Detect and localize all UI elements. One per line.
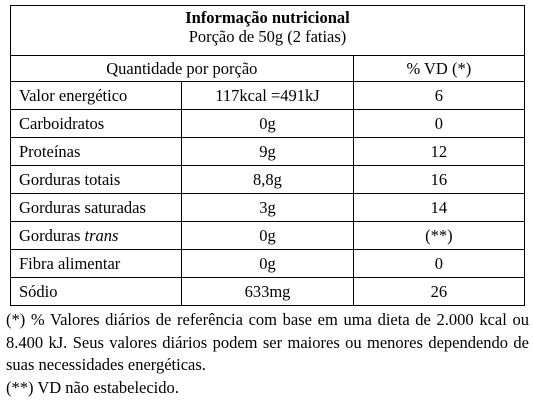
footnote-daily-values: (*) % Valores diários de referência com base em uma dieta de 2.000 kcal ou 8.400 kJ. Seus valores diários podem ser maiores ou menores dependendo de suas necessidades energéticas. [6, 310, 529, 374]
nutrient-name: Fibra alimentar [11, 250, 182, 278]
nutrient-daily-value: (**) [353, 222, 524, 250]
nutrient-quantity: 0g [182, 250, 353, 278]
nutrient-daily-value: 0 [353, 250, 524, 278]
nutrient-name: Gorduras saturadas [11, 194, 182, 222]
table-row-trans-fat [11, 222, 525, 250]
footnote-not-established: (**) VD não estabelecido. [6, 377, 179, 397]
nutrient-name-prefix: Gorduras [19, 226, 85, 245]
nutrient-quantity: 3g [182, 194, 353, 222]
table-row-carbs [11, 110, 525, 138]
serving-size: Porção de 50g (2 fatias) [188, 27, 347, 46]
nutrient-quantity: 9g [182, 138, 353, 166]
nutrient-name: Proteínas [11, 138, 182, 166]
table-row-saturated-fat [11, 194, 525, 222]
nutrient-daily-value: 16 [353, 166, 524, 194]
table-title: Informação nutricional [185, 8, 350, 27]
footnotes [6, 309, 529, 399]
header-quantity: Quantidade por porção [11, 56, 354, 82]
nutrient-quantity: 117kcal =491kJ [182, 82, 353, 110]
nutrient-daily-value: 14 [353, 194, 524, 222]
nutrient-name: Carboidratos [11, 110, 182, 138]
header-daily-value: % VD (*) [353, 56, 524, 82]
nutrient-name [11, 222, 182, 250]
table-row-fiber [11, 250, 525, 278]
nutrient-daily-value: 0 [353, 110, 524, 138]
title-row [11, 6, 525, 56]
title-cell [11, 6, 525, 56]
nutrient-quantity: 0g [182, 110, 353, 138]
nutrient-quantity: 8,8g [182, 166, 353, 194]
nutrient-daily-value: 12 [353, 138, 524, 166]
table-row-energy [11, 82, 525, 110]
table-row-protein [11, 138, 525, 166]
nutrient-name: Sódio [11, 278, 182, 306]
nutrient-quantity: 633mg [182, 278, 353, 306]
table-row-total-fat [11, 166, 525, 194]
table-row-sodium [11, 278, 525, 306]
nutrient-name-italic: trans [84, 226, 119, 245]
nutrition-facts-table [10, 5, 525, 306]
nutrient-daily-value: 6 [353, 82, 524, 110]
nutrient-daily-value: 26 [353, 278, 524, 306]
nutrient-name: Valor energético [11, 82, 182, 110]
nutrient-quantity: 0g [182, 222, 353, 250]
nutrient-name: Gorduras totais [11, 166, 182, 194]
header-row [11, 56, 525, 82]
